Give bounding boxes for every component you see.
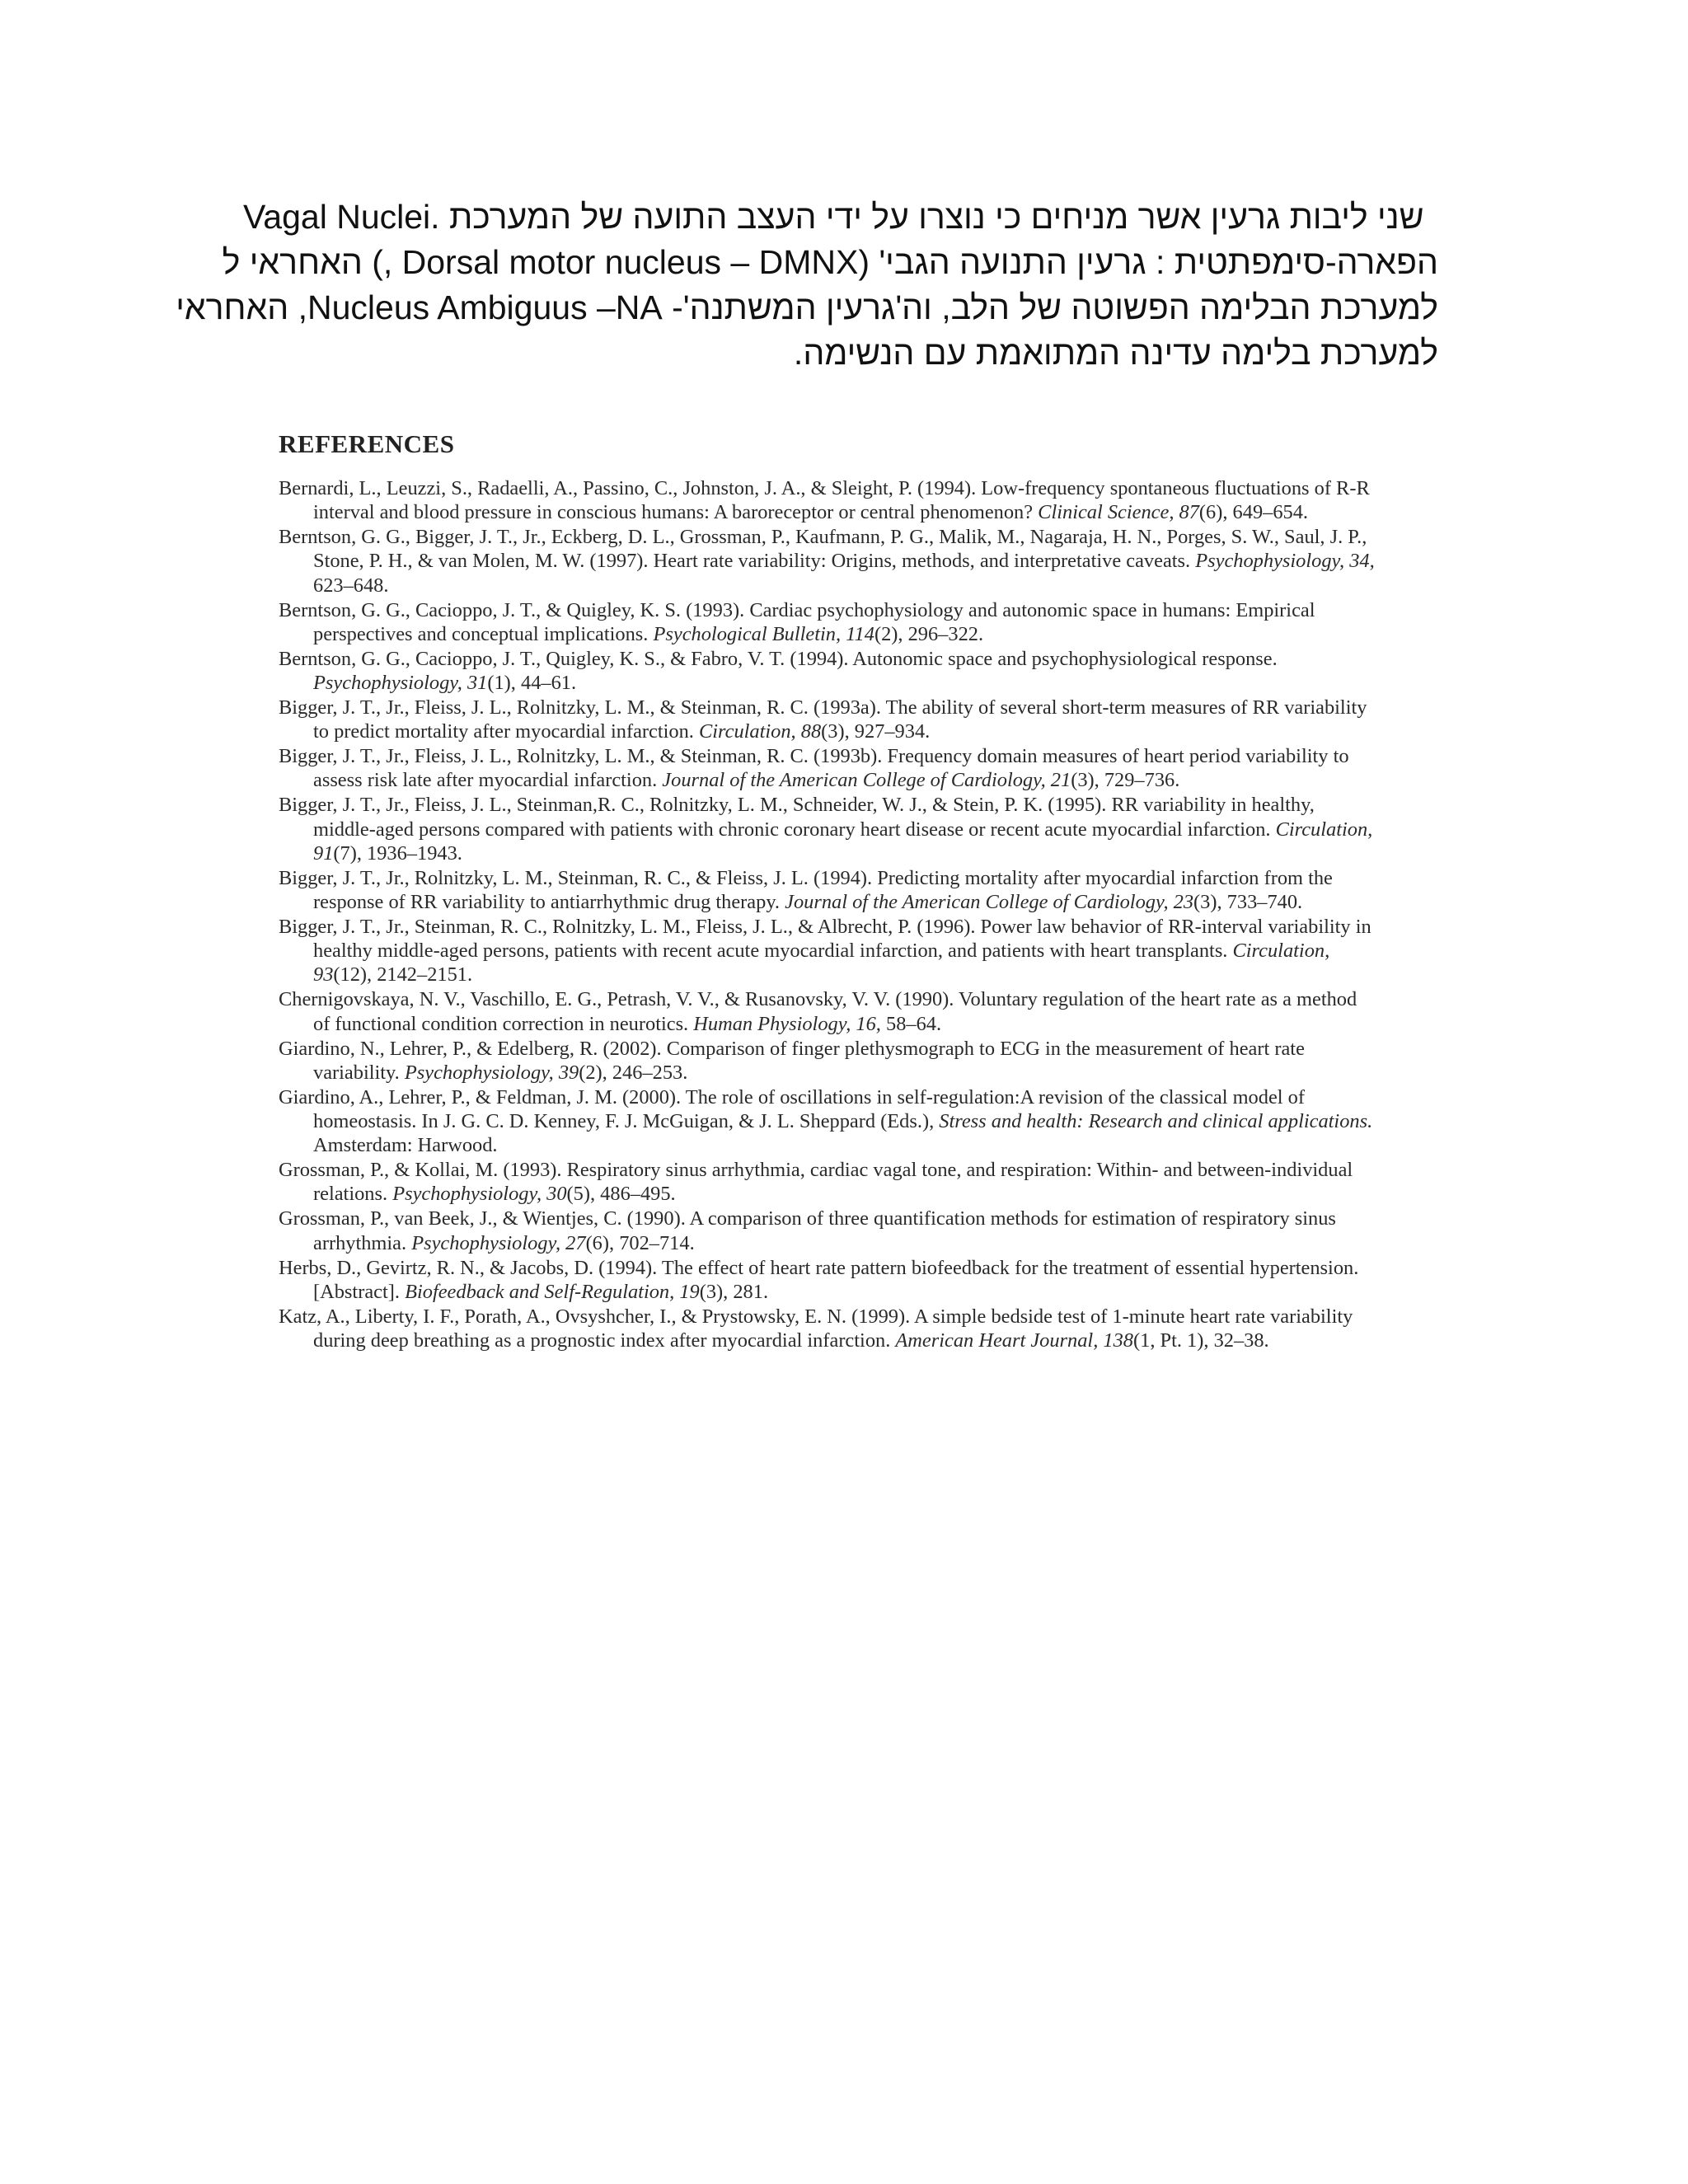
reference-journal: Journal of the American College of Cardiology, 23 xyxy=(785,891,1194,914)
hebrew-paragraph xyxy=(176,194,1438,376)
reference-text: Giardino, N., Lehrer, P., & Edelberg, R. (2002). Comparison of finger plethysmograph to ECG in the measurement of heart rate variability. xyxy=(279,1037,1305,1084)
reference-text: Bigger, J. T., Jr., Fleiss, J. L., Rolnitzky, L. M., & Steinman, R. C. (1993a). The ability of several short-term measures of RR variability to predict mortality after myocardial infarction. xyxy=(279,696,1367,743)
reference-text: Bigger, J. T., Jr., Fleiss, J. L., Rolnitzky, L. M., & Steinman, R. C. (1993b). Frequency domain measures of heart period variability to assess risk late after myocardial infarction. xyxy=(279,745,1349,792)
reference-journal: Journal of the American College of Cardiology, 21 xyxy=(662,769,1071,792)
reference-pages: (3), 927–934. xyxy=(821,720,931,743)
reference-journal: Clinical Science, 87 xyxy=(1038,501,1199,524)
reference-text: Bernardi, L., Leuzzi, S., Radaelli, A., Passino, C., Johnston, J. A., & Sleight, P. (1994). Low-frequency spontaneous fluctuations of R-R interval and blood pressure in conscious humans: A baroreceptor or central phenomenon? xyxy=(279,477,1370,524)
reference-journal: Circulation, 88 xyxy=(698,720,822,743)
reference-entry xyxy=(279,915,1375,987)
reference-text: Berntson, G. G., Bigger, J. T., Jr., Eckberg, D. L., Grossman, P., Kaufmann, P. G., Malik, M., Nagaraja, H. N., Porges, S. W., Saul, J. P., Stone, P. H., & van Molen, M. W. (1997). Heart rate variability: Origins, methods, and interpretative caveats. xyxy=(279,526,1367,573)
references-list xyxy=(279,476,1375,1353)
reference-entry xyxy=(279,1207,1375,1254)
reference-entry xyxy=(279,598,1375,646)
reference-text: Grossman, P., van Beek, J., & Wientjes, C. (1990). A comparison of three quantification methods for estimation of respiratory sinus arrhythmia. xyxy=(279,1207,1336,1254)
reference-journal: Biofeedback and Self-Regulation, 19 xyxy=(405,1280,700,1303)
reference-entry xyxy=(279,525,1375,598)
reference-journal: Psychophysiology, 27 xyxy=(411,1231,586,1254)
reference-journal: Human Physiology, 16, xyxy=(693,1012,881,1035)
reference-text: Chernigovskaya, N. V., Vaschillo, E. G., Petrash, V. V., & Rusanovsky, V. V. (1990). Voluntary regulation of the heart rate as a method of functional condition correction in neurotics. xyxy=(279,988,1357,1035)
reference-entry xyxy=(279,987,1375,1035)
reference-pages: (3), 281. xyxy=(699,1280,769,1303)
reference-pages: (3), 729–736. xyxy=(1071,769,1180,792)
reference-text: Bigger, J. T., Jr., Steinman, R. C., Rolnitzky, L. M., Fleiss, J. L., & Albrecht, P. (1996). Power law behavior of RR-interval variability in healthy middle-aged persons, patients with recent acute myocardial infarction, and patients with heart transplants. xyxy=(279,916,1372,963)
references-heading: REFERENCES xyxy=(279,429,455,458)
reference-pages: (2), 296–322. xyxy=(874,622,984,645)
reference-entry xyxy=(279,1037,1375,1085)
reference-pages: Amsterdam: Harwood. xyxy=(313,1134,498,1157)
reference-entry xyxy=(279,793,1375,865)
reference-pages: (6), 702–714. xyxy=(585,1231,695,1254)
reference-pages: 58–64. xyxy=(880,1012,942,1035)
reference-entry xyxy=(279,1158,1375,1206)
reference-text: Bigger, J. T., Jr., Fleiss, J. L., Steinman,R. C., Rolnitzky, L. M., Schneider, W. J., & Stein, P. K. (1995). RR variability in healthy, middle-aged persons compared with patients with chronic coronary heart disease or recent acute myocardial infarction. xyxy=(279,794,1315,841)
reference-pages: (7), 1936–1943. xyxy=(333,841,462,865)
reference-entry xyxy=(279,744,1375,792)
reference-text: Berntson, G. G., Cacioppo, J. T., Quigley, K. S., & Fabro, V. T. (1994). Autonomic space and psychophysiological response. xyxy=(279,647,1278,670)
reference-pages: (1, Pt. 1), 32–38. xyxy=(1133,1329,1269,1352)
hebrew-line: למערכת הבלימה הפשוטה של הלב, וה'גרעין המשתנה'- Nucleus Ambiguus –NA, האחראי xyxy=(176,288,1438,326)
reference-entry xyxy=(279,476,1375,524)
reference-entry xyxy=(279,696,1375,743)
reference-text: Bigger, J. T., Jr., Rolnitzky, L. M., Steinman, R. C., & Fleiss, J. L. (1994). Predicting mortality after myocardial infarction from the response of RR variability to antiarrhythmic drug therapy. xyxy=(279,866,1333,914)
reference-pages: (6), 649–654. xyxy=(1198,501,1309,524)
reference-entry xyxy=(279,1256,1375,1304)
reference-journal: Circulation, 93 xyxy=(313,940,1330,987)
reference-pages: (2), 246–253. xyxy=(579,1061,688,1084)
reference-journal: Psychophysiology, 31 xyxy=(313,672,488,695)
reference-pages: (5), 486–495. xyxy=(566,1183,676,1206)
reference-text: Herbs, D., Gevirtz, R. N., & Jacobs, D. (1994). The effect of heart rate pattern biofeedback for the treatment of essential hypertension. [Abstract]. xyxy=(279,1256,1359,1303)
reference-entry xyxy=(279,1305,1375,1352)
reference-text: Berntson, G. G., Cacioppo, J. T., & Quigley, K. S. (1993). Cardiac psychophysiology and autonomic space in humans: Empirical perspectives and conceptual implications. xyxy=(279,598,1315,645)
reference-journal: Stress and health: Research and clinical applications. xyxy=(939,1110,1373,1133)
reference-journal: Psychophysiology, 39 xyxy=(404,1061,579,1084)
reference-entry xyxy=(279,1085,1375,1158)
reference-pages: (1), 44–61. xyxy=(487,672,577,695)
reference-journal: Psychological Bulletin, 114 xyxy=(653,622,874,645)
reference-journal: Psychophysiology, 30 xyxy=(392,1183,567,1206)
reference-text: Giardino, A., Lehrer, P., & Feldman, J. M. (2000). The role of oscillations in self-regulation:A revision of the classical model of homeostasis. In J. G. C. D. Kenney, F. J. McGuigan, & J. L. Sheppard (Eds.), xyxy=(279,1085,1305,1133)
reference-pages: 623–648. xyxy=(313,574,389,597)
hebrew-line: Vagal Nuclei. שני ליבות גרעין אשר מניחים כי נוצרו על ידי העצב התועה של המערכת xyxy=(243,198,1424,236)
reference-entry xyxy=(279,866,1375,914)
reference-pages: (12), 2142–2151. xyxy=(333,963,473,987)
reference-text: Grossman, P., & Kollai, M. (1993). Respiratory sinus arrhythmia, cardiac vagal tone, and respiration: Within- and between-individual relations. xyxy=(279,1159,1353,1206)
hebrew-line: למערכת בלימה עדינה המתואמת עם הנשימה. xyxy=(793,334,1438,372)
reference-pages: (3), 733–740. xyxy=(1193,891,1303,914)
reference-journal: Circulation, 91 xyxy=(313,818,1373,865)
hebrew-line: הפארה-סימפתטית : גרעין התנועה הגבי' (Dorsal motor nucleus – DMNX ,) האחראי ל xyxy=(222,243,1438,281)
reference-text: Katz, A., Liberty, I. F., Porath, A., Ovsyshcher, I., & Prystowsky, E. N. (1999). A simple bedside test of 1-minute heart rate variability during deep breathing as a prognostic index after myocardial infarction. xyxy=(279,1305,1353,1352)
reference-entry xyxy=(279,647,1375,695)
reference-journal: American Heart Journal, 138 xyxy=(895,1329,1133,1352)
reference-journal: Psychophysiology, 34, xyxy=(1195,550,1375,573)
